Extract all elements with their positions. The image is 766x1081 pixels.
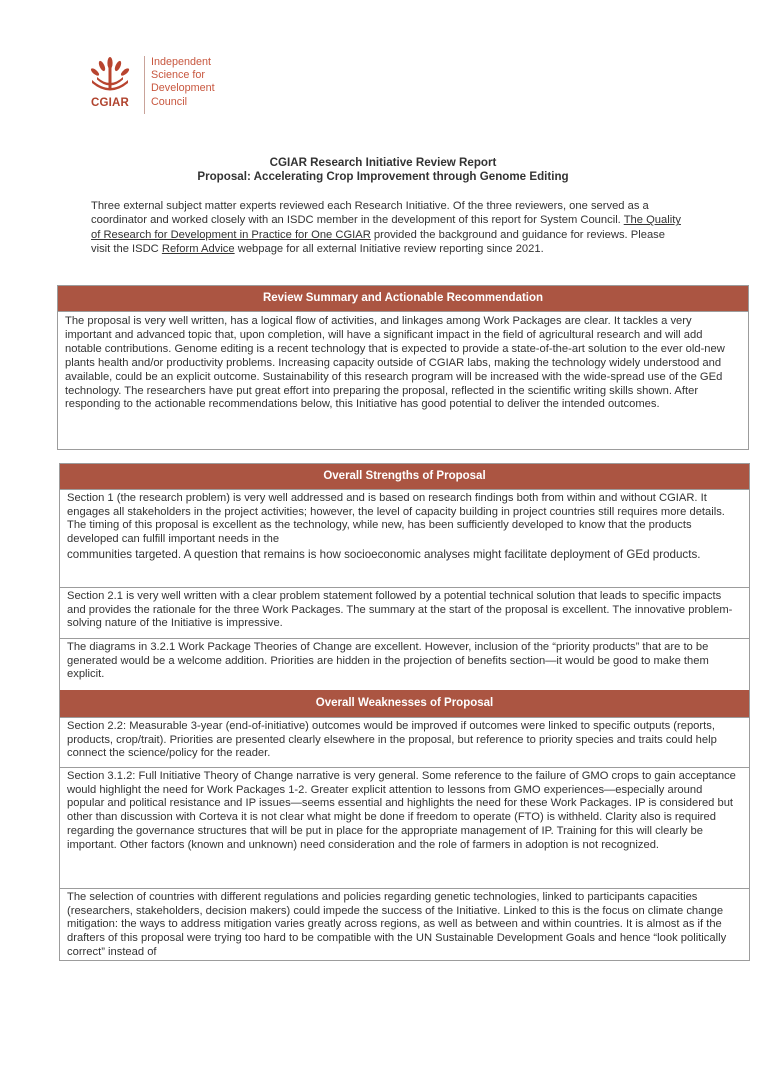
strength-text: communities targeted. A question that remains is how socioeconomic analyses might facilitate deployment of GEd products. <box>67 547 701 561</box>
weaknesses-header: Overall Weaknesses of Proposal <box>60 690 749 717</box>
strength-item: The diagrams in 3.2.1 Work Package Theories of Change are excellent. However, inclusion of the “priority products” that are to be generated would be a welcome addition. Priorities are hidden in the projection of benefits section—it would be good to make them explicit. <box>60 638 749 690</box>
council-line: Science for <box>151 69 206 82</box>
strengths-header: Overall Strengths of Proposal <box>60 464 749 489</box>
weakness-item: Section 3.1.2: Full Initiative Theory of Change narrative is very general. Some reference to the failure of GMO crops to gain acceptance would highlight the need for Work Packages 1-2. Greater explicit attention to lessons from GMO experiences—especially around popular and political resistance and IP issues—seems essential and highlights the need for these Work Packages. IP is considered but other than discussion with Corteva it is not clear what might be done if freedom to operate (FTO) is withheld. Clarity also is required regarding the governance structures that will be put in place for the appropriate management of IP. Training for this will clearly be important. Other factors (known and unknown) need consideration and the role of farmers in adoption is not recognized. <box>60 767 749 888</box>
council-line: Independent <box>151 56 212 68</box>
reform-advice-link[interactable]: Reform Advice <box>161 242 235 255</box>
council-line: Council <box>151 95 188 108</box>
report-title: CGIAR Research Initiative Review Report <box>269 156 497 169</box>
isdc-logo <box>88 56 238 118</box>
strength-item: Section 2.1 is very well written with a clear problem statement followed by a potential technical solution that leads to specific impacts and provides the rationale for the three Work Packages. The summary at the start of the proposal is excellent. The innovative problem-solving nature of the Initiative is impressive. <box>60 587 749 638</box>
review-summary-table <box>57 285 749 450</box>
intro-paragraph <box>91 199 681 256</box>
review-summary-body: The proposal is very well written, has a logical flow of activities, and linkages among Work Packages are clear. It tackles a very important and advanced topic that, upon completion, will have a significant impact in the field of agricultural research and will add notable contributions. Genome editing is a recent technology that is expected to provide a state-of-the-art solution to the ever old-new plants health and/or productivity problems. Increasing capacity outside of CGIAR labs, making the technology widely understood and available, could be an explicit outcome. Sustainability of this research program will be increased with the wide-spread use of the GEd technology. The researchers have put great effort into preparing the proposal, reflected in the scientific writing skills shown. After responding to the actionable recommendations below, this Initiative has good potential to deliver the intended outcomes. <box>58 311 748 449</box>
report-title-block <box>0 156 766 184</box>
review-summary-header: Review Summary and Actionable Recommendation <box>58 286 748 311</box>
council-name <box>151 56 215 109</box>
wheat-emblem-icon <box>88 56 132 96</box>
intro-text: provided the background and guidance for reviews. Please visit the ISDC <box>91 228 665 255</box>
strengths-weaknesses-table <box>59 463 750 961</box>
weakness-item: The selection of countries with different regulations and policies regarding genetic technologies, linked to participants capacities (researchers, stakeholders, decision makers) could impede the success of the Initiative. Linked to this is the focus on climate change mitigation: the ways to address mitigation varies greatly across regions, as well as between and within countries. It is almost as if the drafters of this proposal were trying too hard to be compatible with the UN Sustainable Development Goals and hence “look politically correct” instead of <box>60 888 749 960</box>
strength-item <box>60 489 749 587</box>
logo-divider <box>144 56 145 114</box>
intro-text: webpage for all external Initiative review reporting since 2021. <box>234 242 544 255</box>
intro-text: Three external subject matter experts reviewed each Research Initiative. Of the three reviewers, one served as a coordinator and worked closely with an ISDC member in the development of this report for System Council. <box>91 200 649 227</box>
cgiar-wordmark: CGIAR <box>91 97 130 109</box>
council-line: Development <box>151 82 215 95</box>
weakness-item: Section 2.2: Measurable 3-year (end-of-initiative) outcomes would be improved if outcomes were linked to specific outputs (reports, products, crop/trait). Priorities are presented clearly elsewhere in the proposal, but reference to priority species and traits could help connect the science/policy for the reader. <box>60 717 749 767</box>
quality-of-research-link[interactable]: The Quality of Research for Development in Practice for One CGIAR <box>91 214 681 241</box>
report-subtitle: Proposal: Accelerating Crop Improvement through Genome Editing <box>197 170 569 183</box>
strength-text: Section 1 (the research problem) is very well addressed and is based on research findings both from within and without CGIAR. It engages all stakeholders in the project activities; however, the level of capacity building in project countries still requires more details. The timing of this proposal is excellent as the technology, while new, has been sufficiently developed to know that the products developed can fulfill important needs in the <box>67 492 725 546</box>
